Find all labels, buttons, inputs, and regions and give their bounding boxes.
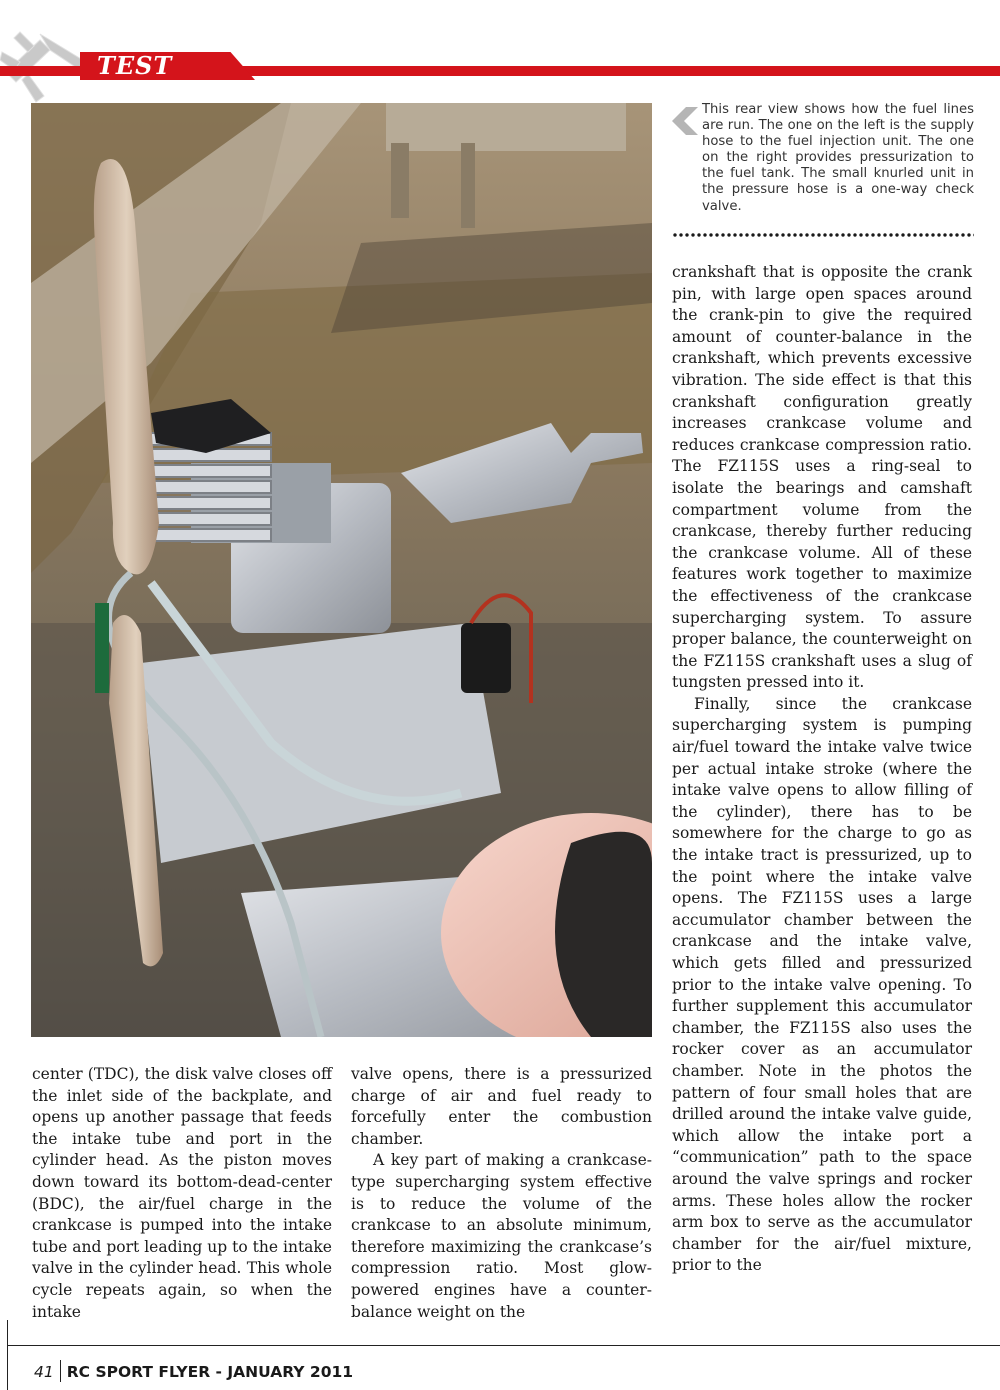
caption-arrow-icon bbox=[672, 107, 698, 135]
article-paragraph: A key part of making a crankcase-type supercharging system effective is to reduce the volume of the crankcase to an absolute minimum, therefore maximizing the crankcase’s compression ratio. Most glow-powered engines have a counter-balance weight on the bbox=[351, 1151, 652, 1321]
page-margin-rule bbox=[7, 1320, 8, 1390]
magazine-issue: RC SPORT FLYER - JANUARY 2011 bbox=[66, 1363, 354, 1381]
page-number: 41 bbox=[34, 1363, 54, 1381]
article-column-3 bbox=[672, 262, 972, 1277]
article-column-1 bbox=[32, 1064, 332, 1323]
engine-photo-illustration bbox=[31, 103, 652, 1037]
article-paragraph: center (TDC), the disk valve closes off the inlet side of the backplate, and opens up another passage that feeds the intake tube and port in the cylinder head. As the piston moves down toward its bottom-dead-center (BDC), the air/fuel charge in the crankcase is pumped into the intake tube and port leading up to the intake valve in the cylinder head. This whole cycle repeats again, so when the intake bbox=[32, 1065, 332, 1321]
airplane-logo-icon bbox=[0, 12, 90, 107]
article-column-2 bbox=[351, 1064, 652, 1323]
page-footer bbox=[34, 1360, 353, 1382]
footer-rule bbox=[7, 1345, 1000, 1346]
footer-divider bbox=[60, 1360, 61, 1382]
dotted-separator bbox=[672, 232, 974, 238]
section-label: TEST bbox=[97, 51, 173, 80]
engine-photo bbox=[31, 103, 652, 1037]
article-paragraph: valve opens, there is a pressurized charge of air and fuel ready to forcefully enter the combustion chamber. bbox=[351, 1065, 652, 1148]
photo-caption: This rear view shows how the fuel lines are run. The one on the left is the supply hose to the fuel injection unit. The one on the right provides pressurization to the fuel tank. The small knurled unit in the pressure hose is a one-way check valve. bbox=[702, 102, 974, 214]
article-paragraph: Finally, since the crankcase supercharging system is pumping air/fuel toward the intake valve twice per actual intake stroke (where the intake valve opens to allow filling of the cylinder), there has to be somewhere for the charge to go as the intake tract is pressurized, up to the point where the intake valve opens. The FZ115S uses a large accumulator chamber between the crankcase and the intake valve, which gets filled and pressurized prior to the intake valve opening. To further supplement this accumulator chamber, the FZ115S also uses the rocker cover as an accumulator chamber. Note in the photos the pattern of four small holes that are drilled around the intake valve guide, which allow the intake port a “communication” path to the space around the valve springs and rocker arms. These holes allow the rocker arm box to serve as the accumulator chamber for the air/fuel mixture, prior to the bbox=[672, 694, 972, 1275]
article-paragraph: crankshaft that is opposite the crank pin, with large open spaces around the crank-pin to give the required amount of counter-balance in the crankshaft, which prevents excessive vibration. The side effect is that this crankshaft configuration greatly increases crankcase volume and reduces crankcase compression ratio. The FZ115S uses a ring-seal to isolate the bearings and camshaft compartment volume from the crankcase, thereby further reducing the crankcase volume. All of these features work together to maximize the effectiveness of the crankcase supercharging system. To assure proper balance, the counterweight on the FZ115S crankshaft uses a slug of tungsten pressed into it. bbox=[672, 263, 972, 692]
